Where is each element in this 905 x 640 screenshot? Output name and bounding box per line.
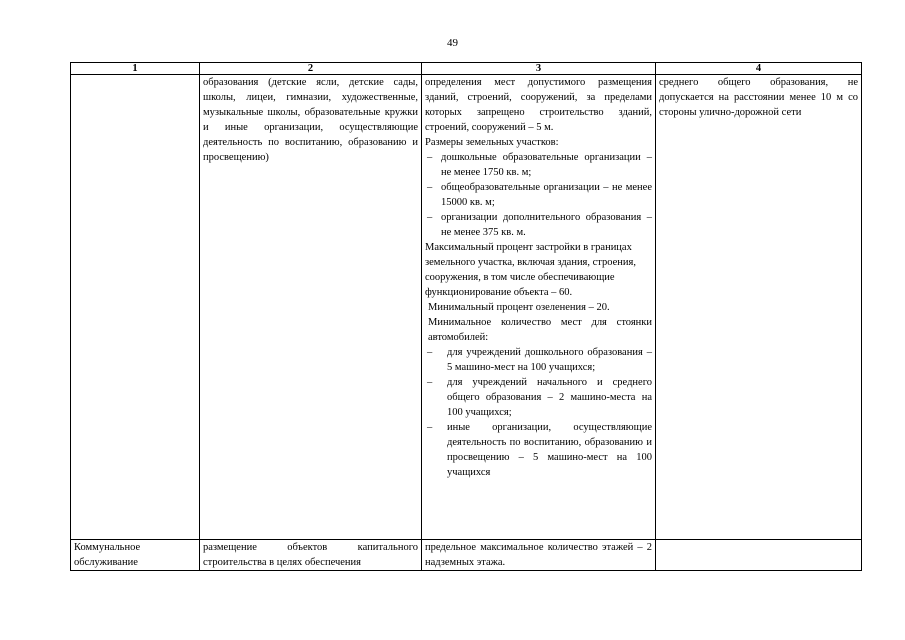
list-item: – для учреждений дошкольного образования – 5 машино-мест на 100 учащихся; bbox=[425, 345, 652, 375]
row1-description-cell: образования (детские ясли, детские сады, школы, лицеи, гимназии, художественные, музыкальные школы, образовательные кружки и иные организации, осуществляющие деятельность по воспитанию, образованию и просвещению) bbox=[200, 75, 422, 540]
list-item: – дошкольные образовательные организации – не менее 1750 кв. м; bbox=[425, 150, 652, 180]
list-item: – иные организации, осуществляющие деятельность по воспитанию, образованию и просвещению – 5 машино-мест на 100 учащихся bbox=[425, 420, 652, 480]
column-header-1: 1 bbox=[71, 63, 200, 75]
row2-parameters-cell: предельное максимальное количество этажей – 2 надземных этажа. bbox=[422, 540, 656, 571]
table-header-row bbox=[71, 63, 862, 75]
row1-use-type-cell bbox=[71, 75, 200, 540]
table-row bbox=[71, 75, 862, 540]
plot-sizes-list bbox=[425, 150, 652, 240]
column-header-2: 2 bbox=[200, 63, 422, 75]
max-coverage-text: Максимальный процент застройки в границах земельного участка, включая здания, строения, сооружения, в том числе обеспечивающие функционирование объекта – 60. bbox=[425, 242, 636, 298]
column-header-3: 3 bbox=[422, 63, 656, 75]
regulations-table bbox=[70, 62, 862, 571]
row2-description-cell: размещение объектов капитального строительства в целях обеспечения bbox=[200, 540, 422, 571]
row2-restrictions-cell bbox=[656, 540, 862, 571]
list-item: – для учреждений начального и среднего общего образования – 2 машино-места на 100 учащихся; bbox=[425, 375, 652, 420]
column-header-4: 4 bbox=[656, 63, 862, 75]
page-number: 49 bbox=[447, 37, 458, 49]
row1-restrictions-cell: среднего общего образования, не допускается на расстоянии менее 10 м со стороны улично-дорожной сети bbox=[656, 75, 862, 540]
parking-list bbox=[425, 345, 652, 480]
setback-text: определения мест допустимого размещения зданий, строений, сооружений, за пределами которых запрещено строительство зданий, строений, сооружений – 5 м. bbox=[425, 77, 652, 133]
list-item: – общеобразовательные организации – не менее 15000 кв. м; bbox=[425, 180, 652, 210]
row2-use-type-cell: Коммунальное обслуживание bbox=[71, 540, 200, 571]
min-greenery-text: Минимальный процент озеленения – 20. bbox=[428, 302, 610, 313]
list-item: – организации дополнительного образования – не менее 375 кв. м. bbox=[425, 210, 652, 240]
parking-heading: Минимальное количество мест для стоянки автомобилей: bbox=[428, 317, 652, 343]
row1-parameters-cell bbox=[422, 75, 656, 540]
plot-sizes-heading: Размеры земельных участков: bbox=[425, 137, 559, 148]
table-row bbox=[71, 540, 862, 571]
